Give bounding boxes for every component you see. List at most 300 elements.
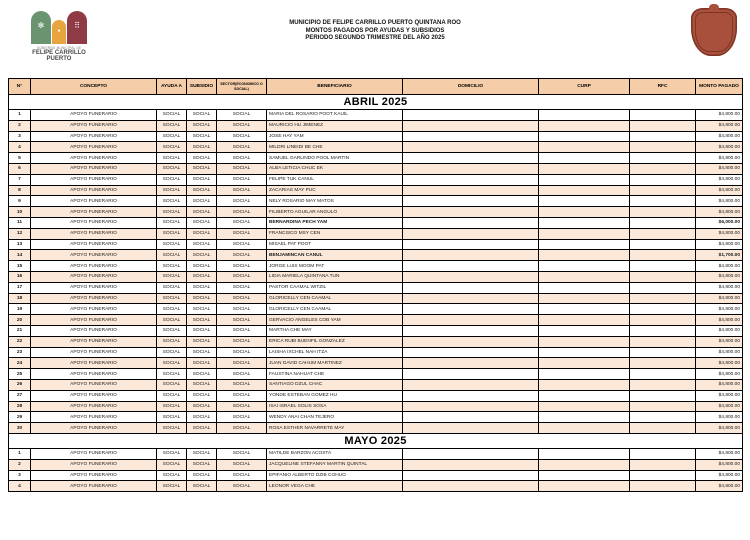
curp-cell: [539, 185, 630, 196]
domicilio-cell: [403, 217, 539, 228]
beneficiario-cell: ISAI ISRAEL SOLIS SOSA: [267, 401, 403, 412]
ayuda-a-cell: SOCIAL: [157, 347, 187, 358]
table-row: [9, 448, 743, 459]
monto-pagado-cell: $4,800.00: [696, 448, 743, 459]
domicilio-cell: [403, 481, 539, 492]
subsidio-cell: SOCIAL: [187, 358, 217, 369]
subsidio-cell: SOCIAL: [187, 423, 217, 434]
monto-pagado-cell: $4,800.00: [696, 336, 743, 347]
monto-pagado-cell: $4,800.00: [696, 325, 743, 336]
concepto-cell: APOYO FUNERARIO: [31, 207, 157, 218]
beneficiario-cell: YONDE ESTEBAN GOMEZ HU: [267, 390, 403, 401]
row-number-cell: 8: [9, 185, 31, 196]
subsidio-cell: SOCIAL: [187, 120, 217, 131]
table-row: [9, 163, 743, 174]
curp-cell: [539, 239, 630, 250]
beneficiario-cell: JUAN DAVID CAHUM MARTINEZ: [267, 358, 403, 369]
row-number-cell: 21: [9, 325, 31, 336]
col-header-sector: SECTOR(ECONOMICO O SOCIAL): [217, 79, 267, 95]
col-header-domicilio: DOMICILIO: [403, 79, 539, 95]
domicilio-cell: [403, 120, 539, 131]
sector-cell: SOCIAL: [217, 271, 267, 282]
sector-cell: SOCIAL: [217, 153, 267, 164]
col-header-curp: CURP: [539, 79, 630, 95]
sector-cell: SOCIAL: [217, 325, 267, 336]
subsidio-cell: SOCIAL: [187, 228, 217, 239]
shield-icon: [691, 8, 737, 56]
concepto-cell: APOYO FUNERARIO: [31, 481, 157, 492]
monto-pagado-cell: $4,800.00: [696, 315, 743, 326]
table-row: [9, 261, 743, 272]
sector-cell: SOCIAL: [217, 293, 267, 304]
ayuda-a-cell: SOCIAL: [157, 142, 187, 153]
monto-pagado-cell: $4,800.00: [696, 401, 743, 412]
rfc-cell: [630, 412, 696, 423]
row-number-cell: 1: [9, 110, 31, 121]
sector-cell: SOCIAL: [217, 459, 267, 470]
subsidio-cell: SOCIAL: [187, 293, 217, 304]
sector-cell: SOCIAL: [217, 423, 267, 434]
concepto-cell: APOYO FUNERARIO: [31, 448, 157, 459]
curp-cell: [539, 131, 630, 142]
row-number-cell: 4: [9, 481, 31, 492]
logo-subtitle: GOBIERNO MUNICIPAL DE: [36, 45, 82, 50]
sector-cell: SOCIAL: [217, 412, 267, 423]
ayuda-a-cell: SOCIAL: [157, 481, 187, 492]
col-header-beneficiario: BENEFICIARIO: [267, 79, 403, 95]
sector-cell: SOCIAL: [217, 315, 267, 326]
domicilio-cell: [403, 459, 539, 470]
sector-cell: SOCIAL: [217, 228, 267, 239]
title-line-1: MUNICIPIO DE FELIPE CARRILLO PUERTO QUINTANA ROO: [289, 20, 461, 26]
sector-cell: SOCIAL: [217, 282, 267, 293]
curp-cell: [539, 358, 630, 369]
ayuda-a-cell: SOCIAL: [157, 250, 187, 261]
sector-cell: SOCIAL: [217, 142, 267, 153]
beneficiario-cell: FELIPE TUK CANUL: [267, 174, 403, 185]
concepto-cell: APOYO FUNERARIO: [31, 336, 157, 347]
beneficiario-cell: ROSA ESTHER NAVARRETE MAY: [267, 423, 403, 434]
table-row: [9, 325, 743, 336]
subsidio-cell: SOCIAL: [187, 271, 217, 282]
rfc-cell: [630, 207, 696, 218]
sector-cell: SOCIAL: [217, 390, 267, 401]
rfc-cell: [630, 401, 696, 412]
curp-cell: [539, 390, 630, 401]
coat-of-arms-icon: [688, 8, 740, 60]
domicilio-cell: [403, 207, 539, 218]
beneficiario-cell: JORGE LUIS MOOM PAT: [267, 261, 403, 272]
domicilio-cell: [403, 282, 539, 293]
rfc-cell: [630, 120, 696, 131]
rfc-cell: [630, 239, 696, 250]
rfc-cell: [630, 228, 696, 239]
dot-glyph-icon: ●: [57, 28, 61, 34]
rfc-cell: [630, 131, 696, 142]
subsidio-cell: SOCIAL: [187, 110, 217, 121]
concepto-cell: APOYO FUNERARIO: [31, 153, 157, 164]
ayuda-a-cell: SOCIAL: [157, 153, 187, 164]
curp-cell: [539, 401, 630, 412]
beneficiario-cell: LAISHA IXCHEL NAH ITZA: [267, 347, 403, 358]
curp-cell: [539, 196, 630, 207]
tree-glyph-icon: ✻: [37, 21, 45, 30]
domicilio-cell: [403, 325, 539, 336]
beneficiario-cell: ZACARIAS MAY PUC: [267, 185, 403, 196]
row-number-cell: 11: [9, 217, 31, 228]
table-row: [9, 110, 743, 121]
row-number-cell: 24: [9, 358, 31, 369]
subsidio-cell: SOCIAL: [187, 131, 217, 142]
table-row: [9, 470, 743, 481]
row-number-cell: 1: [9, 448, 31, 459]
concepto-cell: APOYO FUNERARIO: [31, 131, 157, 142]
curp-cell: [539, 261, 630, 272]
concepto-cell: APOYO FUNERARIO: [31, 196, 157, 207]
curp-cell: [539, 347, 630, 358]
row-number-cell: 13: [9, 239, 31, 250]
col-header-numero: N°: [9, 79, 31, 95]
table-row: [9, 315, 743, 326]
domicilio-cell: [403, 369, 539, 380]
rfc-cell: [630, 293, 696, 304]
row-number-cell: 27: [9, 390, 31, 401]
ayuda-a-cell: SOCIAL: [157, 448, 187, 459]
domicilio-cell: [403, 153, 539, 164]
table-row: [9, 379, 743, 390]
concepto-cell: APOYO FUNERARIO: [31, 369, 157, 380]
curp-cell: [539, 153, 630, 164]
ayuda-a-cell: SOCIAL: [157, 423, 187, 434]
ayuda-a-cell: SOCIAL: [157, 412, 187, 423]
monto-pagado-cell: $4,800.00: [696, 196, 743, 207]
row-number-cell: 28: [9, 401, 31, 412]
table-row: [9, 174, 743, 185]
concepto-cell: APOYO FUNERARIO: [31, 217, 157, 228]
domicilio-cell: [403, 315, 539, 326]
subsidio-cell: SOCIAL: [187, 239, 217, 250]
domicilio-cell: [403, 110, 539, 121]
col-header-ayuda-a: AYUDA A: [157, 79, 187, 95]
table-row: [9, 217, 743, 228]
subsidio-cell: SOCIAL: [187, 481, 217, 492]
monto-pagado-cell: $4,800.00: [696, 174, 743, 185]
row-number-cell: 25: [9, 369, 31, 380]
row-number-cell: 12: [9, 228, 31, 239]
rfc-cell: [630, 470, 696, 481]
rfc-cell: [630, 271, 696, 282]
beneficiario-cell: JOSE HAY YAM: [267, 131, 403, 142]
beneficiario-cell: LEONOR VEGA CHE: [267, 481, 403, 492]
concepto-cell: APOYO FUNERARIO: [31, 261, 157, 272]
rfc-cell: [630, 174, 696, 185]
ayuda-a-cell: SOCIAL: [157, 196, 187, 207]
beneficiario-cell: FAUSTINA NAHUAT CHE: [267, 369, 403, 380]
subsidio-cell: SOCIAL: [187, 163, 217, 174]
row-number-cell: 20: [9, 315, 31, 326]
monto-pagado-cell: $4,800.00: [696, 185, 743, 196]
monto-pagado-cell: $4,800.00: [696, 271, 743, 282]
rfc-cell: [630, 110, 696, 121]
row-number-cell: 23: [9, 347, 31, 358]
domicilio-cell: [403, 261, 539, 272]
concepto-cell: APOYO FUNERARIO: [31, 459, 157, 470]
rfc-cell: [630, 163, 696, 174]
curp-cell: [539, 470, 630, 481]
subsidio-cell: SOCIAL: [187, 379, 217, 390]
curp-cell: [539, 304, 630, 315]
domicilio-cell: [403, 470, 539, 481]
sector-cell: SOCIAL: [217, 369, 267, 380]
subsidio-cell: SOCIAL: [187, 250, 217, 261]
ayuda-a-cell: SOCIAL: [157, 217, 187, 228]
concepto-cell: APOYO FUNERARIO: [31, 358, 157, 369]
monto-pagado-cell: $4,800.00: [696, 347, 743, 358]
curp-cell: [539, 110, 630, 121]
table-row: [9, 239, 743, 250]
beneficiario-cell: GERVACIO ANGELES COB YAM: [267, 315, 403, 326]
beneficiario-cell: SANTIAGO DZUL CHAC: [267, 379, 403, 390]
beneficiario-cell: LIDIA MARIELA QUINTANA TUN: [267, 271, 403, 282]
row-number-cell: 2: [9, 459, 31, 470]
sector-cell: SOCIAL: [217, 347, 267, 358]
ayuda-a-cell: SOCIAL: [157, 390, 187, 401]
concepto-cell: APOYO FUNERARIO: [31, 142, 157, 153]
table-row: [9, 358, 743, 369]
table-row: [9, 481, 743, 492]
concepto-cell: APOYO FUNERARIO: [31, 470, 157, 481]
beneficiario-cell: ERICA RUBI BUENFIL GONZALEZ: [267, 336, 403, 347]
concepto-cell: APOYO FUNERARIO: [31, 325, 157, 336]
rfc-cell: [630, 325, 696, 336]
row-number-cell: 14: [9, 250, 31, 261]
curp-cell: [539, 228, 630, 239]
rfc-cell: [630, 347, 696, 358]
monto-pagado-cell: $4,800.00: [696, 228, 743, 239]
beneficiario-cell: MAURICIO HU JIMENEZ: [267, 120, 403, 131]
monto-pagado-cell: $4,800.00: [696, 412, 743, 423]
subsidio-cell: SOCIAL: [187, 369, 217, 380]
document-title: [0, 20, 750, 43]
domicilio-cell: [403, 390, 539, 401]
ayuda-a-cell: SOCIAL: [157, 185, 187, 196]
beneficiario-cell: EPIFANIO ALBERTO DZIB COHUO: [267, 470, 403, 481]
col-header-concepto: CONCEPTO: [31, 79, 157, 95]
curp-cell: [539, 459, 630, 470]
rfc-cell: [630, 250, 696, 261]
row-number-cell: 5: [9, 153, 31, 164]
beneficiario-cell: BENJAMINCAN CANUL: [267, 250, 403, 261]
table-row: [9, 390, 743, 401]
row-number-cell: 10: [9, 207, 31, 218]
table-row: [9, 153, 743, 164]
month-section-row: [9, 433, 743, 448]
sector-cell: SOCIAL: [217, 196, 267, 207]
curp-cell: [539, 174, 630, 185]
subsidio-cell: SOCIAL: [187, 390, 217, 401]
concepto-cell: APOYO FUNERARIO: [31, 228, 157, 239]
subsidio-cell: SOCIAL: [187, 261, 217, 272]
rfc-cell: [630, 142, 696, 153]
table-row: [9, 207, 743, 218]
col-header-monto-pagado: MONTO PAGADO: [696, 79, 743, 95]
beneficiario-cell: WENDY ANAI CHAN TEJERO: [267, 412, 403, 423]
ayuda-a-cell: SOCIAL: [157, 228, 187, 239]
domicilio-cell: [403, 401, 539, 412]
table-row: [9, 120, 743, 131]
domicilio-cell: [403, 163, 539, 174]
monto-pagado-cell: $4,800.00: [696, 470, 743, 481]
subsidio-cell: SOCIAL: [187, 304, 217, 315]
rfc-cell: [630, 379, 696, 390]
monto-pagado-cell: $4,800.00: [696, 207, 743, 218]
row-number-cell: 4: [9, 142, 31, 153]
ayuda-a-cell: SOCIAL: [157, 110, 187, 121]
row-number-cell: 22: [9, 336, 31, 347]
beneficiario-cell: FILIBERTO AGUILAR ANGULO: [267, 207, 403, 218]
domicilio-cell: [403, 250, 539, 261]
monto-pagado-cell: $4,800.00: [696, 261, 743, 272]
row-number-cell: 18: [9, 293, 31, 304]
beneficiario-cell: PASTOR CAAMAL WITZIL: [267, 282, 403, 293]
subsidio-cell: SOCIAL: [187, 174, 217, 185]
ayuda-a-cell: SOCIAL: [157, 304, 187, 315]
subsidio-cell: SOCIAL: [187, 459, 217, 470]
curp-cell: [539, 423, 630, 434]
subsidio-cell: SOCIAL: [187, 448, 217, 459]
domicilio-cell: [403, 347, 539, 358]
concepto-cell: APOYO FUNERARIO: [31, 110, 157, 121]
curp-cell: [539, 315, 630, 326]
ayuda-a-cell: SOCIAL: [157, 336, 187, 347]
table-row: [9, 412, 743, 423]
subsidio-cell: SOCIAL: [187, 282, 217, 293]
shield-field-icon: [695, 12, 733, 52]
subsidio-cell: SOCIAL: [187, 207, 217, 218]
rfc-cell: [630, 390, 696, 401]
sector-cell: SOCIAL: [217, 379, 267, 390]
domicilio-cell: [403, 358, 539, 369]
curp-cell: [539, 282, 630, 293]
beneficiario-cell: ALBA LETICIA CHUC EK: [267, 163, 403, 174]
subsidio-cell: SOCIAL: [187, 153, 217, 164]
row-number-cell: 16: [9, 271, 31, 282]
concepto-cell: APOYO FUNERARIO: [31, 315, 157, 326]
concepto-cell: APOYO FUNERARIO: [31, 250, 157, 261]
curp-cell: [539, 217, 630, 228]
domicilio-cell: [403, 131, 539, 142]
domicilio-cell: [403, 293, 539, 304]
ayuda-a-cell: SOCIAL: [157, 379, 187, 390]
sector-cell: SOCIAL: [217, 448, 267, 459]
row-number-cell: 19: [9, 304, 31, 315]
subsidio-cell: SOCIAL: [187, 315, 217, 326]
sector-cell: SOCIAL: [217, 174, 267, 185]
row-number-cell: 29: [9, 412, 31, 423]
table-row: [9, 369, 743, 380]
sector-cell: SOCIAL: [217, 185, 267, 196]
sector-cell: SOCIAL: [217, 481, 267, 492]
monto-pagado-cell: $4,800.00: [696, 142, 743, 153]
sector-cell: SOCIAL: [217, 470, 267, 481]
concepto-cell: APOYO FUNERARIO: [31, 293, 157, 304]
sector-cell: SOCIAL: [217, 336, 267, 347]
domicilio-cell: [403, 379, 539, 390]
ayuda-a-cell: SOCIAL: [157, 401, 187, 412]
row-number-cell: 15: [9, 261, 31, 272]
monto-pagado-cell: $4,800.00: [696, 390, 743, 401]
curp-cell: [539, 379, 630, 390]
domicilio-cell: [403, 304, 539, 315]
concepto-cell: APOYO FUNERARIO: [31, 174, 157, 185]
concepto-cell: APOYO FUNERARIO: [31, 239, 157, 250]
monto-pagado-cell: $4,800.00: [696, 369, 743, 380]
pattern-glyph-icon: ⠿: [74, 21, 80, 30]
table-row: [9, 131, 743, 142]
table-row: [9, 401, 743, 412]
row-number-cell: 7: [9, 174, 31, 185]
rfc-cell: [630, 196, 696, 207]
month-section-title: MAYO 2025: [9, 433, 743, 448]
ayuda-a-cell: SOCIAL: [157, 271, 187, 282]
sector-cell: SOCIAL: [217, 261, 267, 272]
rfc-cell: [630, 261, 696, 272]
ayuda-a-cell: SOCIAL: [157, 120, 187, 131]
beneficiario-cell: MISAEL PAT POOT: [267, 239, 403, 250]
rfc-cell: [630, 481, 696, 492]
subsidio-cell: SOCIAL: [187, 185, 217, 196]
rfc-cell: [630, 423, 696, 434]
concepto-cell: APOYO FUNERARIO: [31, 271, 157, 282]
title-line-3: PERIODO SEGUNDO TRIMESTRE DEL AÑO 2025: [305, 35, 445, 42]
table-header-row: [9, 79, 743, 95]
subsidio-cell: SOCIAL: [187, 217, 217, 228]
concepto-cell: APOYO FUNERARIO: [31, 282, 157, 293]
month-section-row: [9, 95, 743, 110]
sector-cell: SOCIAL: [217, 239, 267, 250]
monto-pagado-cell: $4,800.00: [696, 459, 743, 470]
curp-cell: [539, 250, 630, 261]
domicilio-cell: [403, 423, 539, 434]
monto-pagado-cell: $4,800.00: [696, 481, 743, 492]
beneficiario-cell: BERNARDINA PECH YAM: [267, 217, 403, 228]
curp-cell: [539, 207, 630, 218]
row-number-cell: 9: [9, 196, 31, 207]
curp-cell: [539, 325, 630, 336]
sector-cell: SOCIAL: [217, 217, 267, 228]
col-header-subsidio: SUBSIDIO: [187, 79, 217, 95]
ayuda-a-cell: SOCIAL: [157, 293, 187, 304]
subsidio-cell: SOCIAL: [187, 325, 217, 336]
table-row: [9, 347, 743, 358]
table-row: [9, 196, 743, 207]
concepto-cell: APOYO FUNERARIO: [31, 423, 157, 434]
beneficiario-cell: GLORICELLY CEN CAAMAL: [267, 293, 403, 304]
monto-pagado-cell: $4,800.00: [696, 304, 743, 315]
sector-cell: SOCIAL: [217, 250, 267, 261]
monto-pagado-cell: $1,700.00: [696, 250, 743, 261]
rfc-cell: [630, 336, 696, 347]
row-number-cell: 2: [9, 120, 31, 131]
concepto-cell: APOYO FUNERARIO: [31, 163, 157, 174]
monto-pagado-cell: $4,800.00: [696, 163, 743, 174]
logo-name-line1: FELIPE CARRILLO: [32, 49, 86, 56]
curp-cell: [539, 271, 630, 282]
month-section-title: ABRIL 2025: [9, 95, 743, 110]
rfc-cell: [630, 448, 696, 459]
ayuda-a-cell: SOCIAL: [157, 325, 187, 336]
ayuda-a-cell: SOCIAL: [157, 470, 187, 481]
